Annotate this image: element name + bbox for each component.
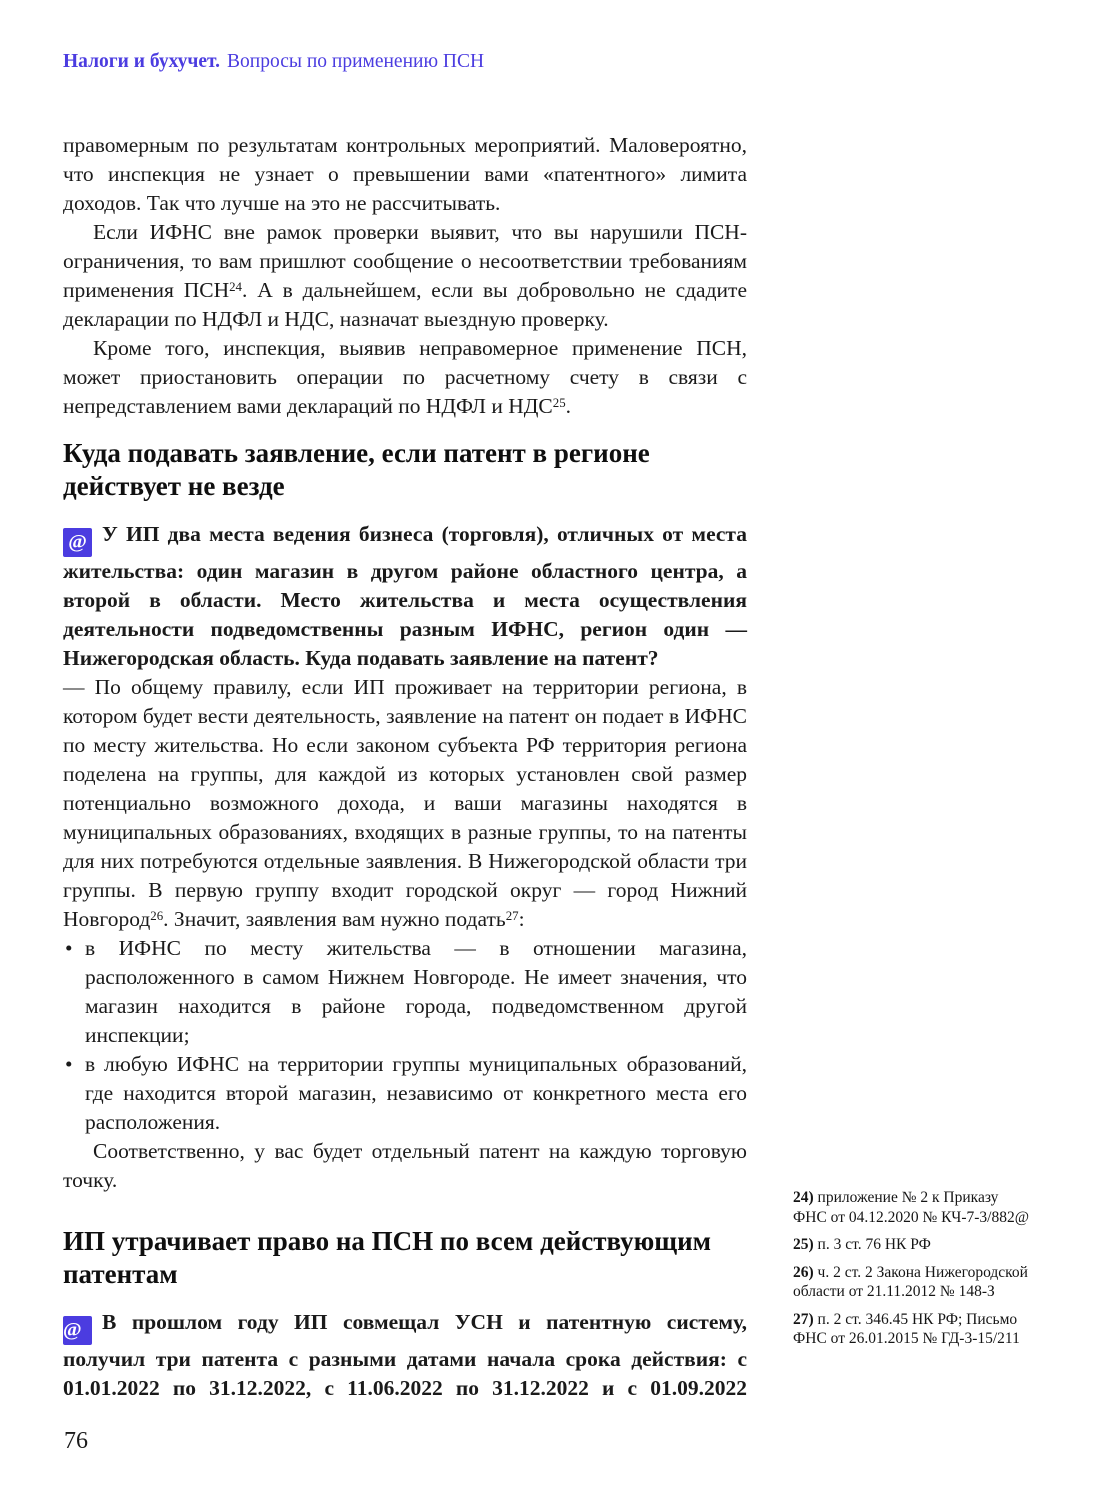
bullet-icon: • xyxy=(65,936,73,960)
bullet-list xyxy=(63,934,747,1137)
intro-paragraph-2 xyxy=(63,218,747,334)
question-text: У ИП два места ведения бизнеса (торговля), отличных от места жительства: один магазин в другом районе областного центра, а второй в области. Место жительства и места осуществления деятельности подведомственны разным ИФНС, регион один — Нижегородская область. Куда подавать заявление на патент? xyxy=(63,522,747,670)
bullet-text: в ИФНС по месту жительства — в отношении магазина, расположенного в самом Нижнем Новгороде. Не имеет значения, что магазин находится в районе города, подведомственном другой инспекции; xyxy=(85,936,747,1047)
magazine-brand: Налоги и бухучет. xyxy=(63,51,221,72)
footnote-ref-26: 26 xyxy=(150,908,164,923)
intro-paragraph-3 xyxy=(63,334,747,421)
footnote xyxy=(793,1263,1035,1302)
rubric-title: Вопросы по применению ПСН xyxy=(227,51,485,72)
footnote-ref-25: 25 xyxy=(552,395,566,410)
section1-closing: Соответственно, у вас будет отдельный патент на каждую торговую точку. xyxy=(63,1139,747,1192)
section1-heading: Куда подавать заявление, если патент в регионе действует не везде xyxy=(63,438,650,501)
bullet-icon: • xyxy=(65,1052,73,1076)
at-icon: @ xyxy=(63,1316,92,1345)
running-header xyxy=(63,50,484,74)
footnote xyxy=(793,1235,1035,1255)
footnote-ref-24: 24 xyxy=(229,279,242,294)
paragraph-text: Кроме того, инспекция, выявив неправомерное применение ПСН, может приостановить операции по расчетному счету в связи с непредставлением вами деклараций по НДФЛ и НДС xyxy=(63,336,747,418)
at-icon: @ xyxy=(63,528,92,557)
section2-heading: ИП утрачивает право на ПСН по всем действующим патентам xyxy=(63,1226,712,1289)
answer-text: : xyxy=(518,907,525,931)
footnote-text: п. 2 ст. 346.45 НК РФ; Письмо ФНС от 26.01.2015 № ГД-3-15/211 xyxy=(793,1310,1020,1347)
footnote xyxy=(793,1188,1035,1227)
footnote-ref-27: 27 xyxy=(505,908,519,923)
footnote-text: ч. 2 ст. 2 Закона Нижегородской области от 21.11.2012 № 148-З xyxy=(793,1263,1028,1300)
footnote-number: 26) xyxy=(793,1263,814,1281)
intro-paragraph-1: правомерным по результатам контрольных мероприятий. Маловероятно, что инспекция не узнает о превышении вами «патентного» лимита доходов. Так что лучше на это не рассчитывать. xyxy=(63,133,747,215)
section1-answer xyxy=(63,673,747,934)
footnote-text: приложение № 2 к Приказу ФНС от 04.12.2020 № КЧ-7-3/882@ xyxy=(793,1189,1029,1226)
section1-question xyxy=(63,520,747,673)
article-body xyxy=(63,131,747,1403)
paragraph-text: . А в дальнейшем, если вы добровольно не сдадите декларации по НДФЛ и НДС, назначат выездную проверку. xyxy=(63,278,747,331)
list-item xyxy=(63,1050,747,1137)
answer-text: — По общему правилу, если ИП проживает на территории региона, в котором будет вести деятельность, заявление на патент он подает в ИФНС по месту жительства. Но если законом субъекта РФ территория региона поделена на группы, для каждой из которых установлен свой размер потенциально возможного дохода, и ваши магазины находятся в муниципальных образованиях, входящих в разные группы, то на патенты для них потребуются отдельные заявления. В Нижегородской области три группы. В первую группу входит городской округ — город Нижний Новгород xyxy=(63,675,747,931)
bullet-text: в любую ИФНС на территории группы муниципальных образований, где находится второй магазин, независимо от конкретного места его расположения. xyxy=(85,1052,747,1134)
footnote-number: 27) xyxy=(793,1310,814,1328)
paragraph-text: Если ИФНС вне рамок проверки выявит, что вы нарушили ПСН-ограничения, то вам пришлют сообщение о несоответствии требованиям применения ПСН xyxy=(63,220,747,302)
footnotes-column xyxy=(793,1188,1035,1357)
footnote-text: п. 3 ст. 76 НК РФ xyxy=(817,1236,931,1253)
list-item xyxy=(63,934,747,1050)
footnote xyxy=(793,1310,1035,1349)
footnote-number: 24) xyxy=(793,1189,814,1206)
question-text: В прошлом году ИП совмещал УСН и патентную систему, получил три патента с разными датами начала срока действия: с 01.01.2022 по 31.12.2022, с 11.06.2022 по 31.12.2022 и с 01.09.2022 xyxy=(63,1310,747,1400)
page-number: 76 xyxy=(64,1428,88,1454)
footnote-number: 25) xyxy=(793,1236,814,1253)
paragraph-text: . xyxy=(565,394,572,418)
answer-text: . Значит, заявления вам нужно подать xyxy=(163,907,506,931)
section2-question xyxy=(63,1308,747,1403)
